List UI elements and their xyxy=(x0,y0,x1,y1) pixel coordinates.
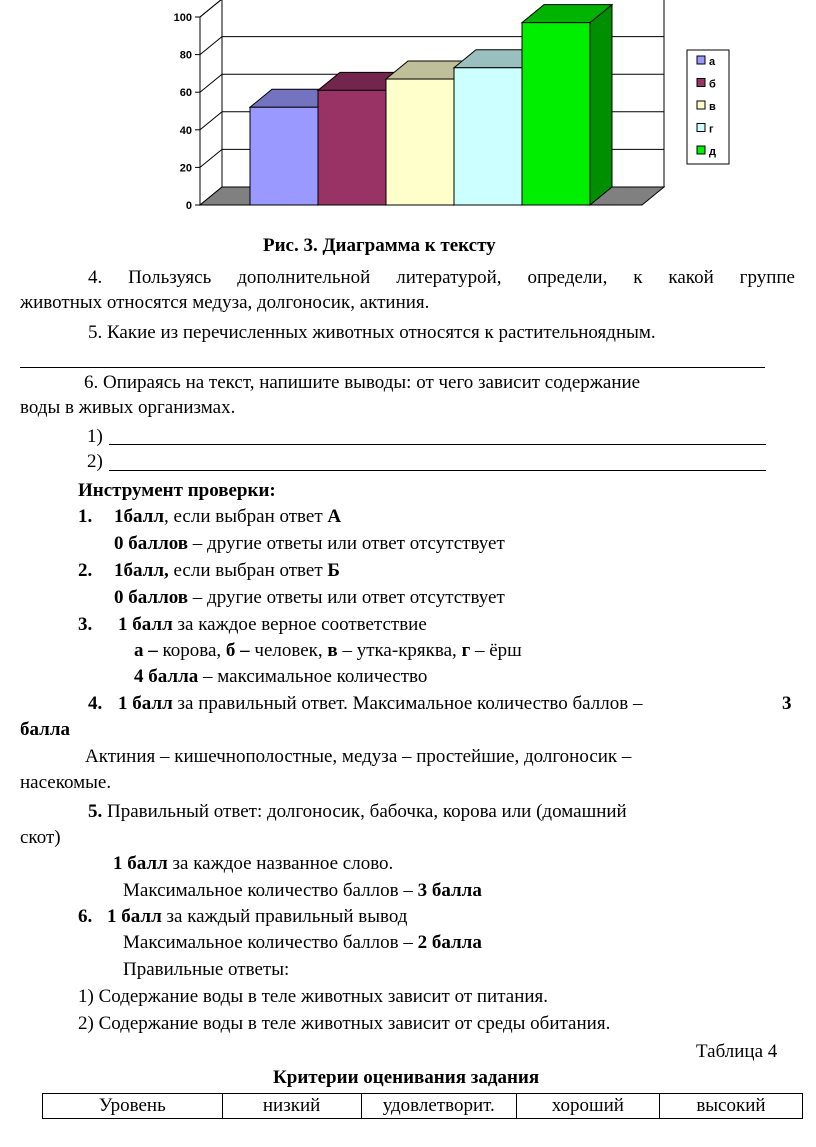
y-tick-label: 80 xyxy=(179,49,192,62)
key-item-6-points: 1 балл xyxy=(107,906,162,927)
bar-г xyxy=(454,68,522,205)
table-header-cell: удовлетворит. xyxy=(361,1094,516,1119)
key-item-1-answer: А xyxy=(327,506,342,527)
key-item-4-answer-2: насекомые. xyxy=(20,772,112,793)
key-item-6 xyxy=(107,905,407,929)
key-item-2 xyxy=(114,559,340,583)
points-text: за каждое названное слово. xyxy=(167,853,394,874)
zero-points-label: 0 баллов xyxy=(114,533,189,554)
key-item-5-max xyxy=(123,879,482,903)
key-item-3-max xyxy=(134,665,427,689)
legend-swatch-в xyxy=(697,101,705,109)
match-b-text: человек, xyxy=(249,640,328,661)
max-value: 2 балла xyxy=(417,932,482,953)
match-g: г xyxy=(461,640,471,661)
match-b: б – xyxy=(225,640,250,661)
table-header-cell: Уровень xyxy=(43,1094,223,1119)
legend-label-а: а xyxy=(709,56,716,68)
legend-swatch-б xyxy=(697,79,705,87)
max-label: Максимальное количество баллов – xyxy=(123,880,418,901)
key-item-6-max xyxy=(123,931,482,955)
zero-points-label: 0 баллов xyxy=(114,587,189,608)
answer-1-label: 1) xyxy=(87,426,103,447)
chart-side-wall xyxy=(200,0,222,205)
y-tick-label: 40 xyxy=(179,124,192,137)
key-item-6-answer-2: 2) Содержание воды в теле животных зависит от среды обитания. xyxy=(78,1013,611,1034)
match-a: а – xyxy=(134,640,158,661)
key-item-5-points xyxy=(113,852,393,876)
table-header-cell: высокий xyxy=(659,1094,802,1119)
y-tick-label: 20 xyxy=(179,162,192,175)
bar-б xyxy=(318,90,386,205)
max-points-text: – максимальное количество xyxy=(198,666,428,687)
key-item-4 xyxy=(118,692,642,716)
key-item-4-unit: балла xyxy=(20,719,70,740)
chart-legend-box xyxy=(687,50,729,164)
key-item-5-number: 5. xyxy=(88,801,103,822)
key-item-4-value: 3 xyxy=(782,693,792,714)
match-g-text: – ёрш xyxy=(470,640,522,661)
table-title: Критерии оценивания задания xyxy=(273,1067,540,1088)
key-item-4-text: за правильный ответ. Максимальное количество баллов – xyxy=(172,693,643,714)
key-item-3-points: 1 балл xyxy=(118,614,173,635)
bar-в xyxy=(386,79,454,205)
answer-line-1 xyxy=(109,444,766,445)
question-6-line-2: воды в живых организмах. xyxy=(20,397,236,418)
key-item-5 xyxy=(88,800,627,824)
legend-label-в: в xyxy=(709,101,716,113)
y-tick-label: 0 xyxy=(185,200,192,212)
table-header-cell: хороший xyxy=(516,1094,659,1119)
match-v-text: – утка-кряква, xyxy=(337,640,462,661)
key-item-3 xyxy=(118,613,427,637)
max-points: 4 балла xyxy=(134,666,199,687)
question-5: 5. Какие из перечисленных животных относятся к растительноядным. xyxy=(88,322,656,343)
key-item-1-text: , если выбран ответ xyxy=(164,506,328,527)
table-header-cell: низкий xyxy=(222,1094,361,1119)
key-item-1-number: 1. xyxy=(78,506,93,527)
table-header-row xyxy=(43,1094,803,1119)
question-6-line-1: 6. Опираясь на текст, напишите выводы: от чего зависит содержание xyxy=(84,372,641,393)
key-item-2-zero xyxy=(114,586,505,610)
key-item-3-number: 3. xyxy=(78,614,93,635)
match-v: в xyxy=(327,640,338,661)
answer-line-2 xyxy=(109,470,766,471)
key-item-2-number: 2. xyxy=(78,560,93,581)
key-item-6-text: за каждый правильный вывод xyxy=(161,906,408,927)
criteria-table xyxy=(42,1093,803,1119)
key-item-1-zero xyxy=(114,532,505,556)
key-item-2-points: 1балл, xyxy=(114,560,169,581)
answer-line-q5 xyxy=(20,367,765,368)
max-value: 3 балла xyxy=(417,880,482,901)
legend-label-д: д xyxy=(709,146,716,158)
max-label: Максимальное количество баллов – xyxy=(123,932,418,953)
legend-label-б: б xyxy=(709,78,716,91)
y-tick-label: 100 xyxy=(173,12,192,24)
bar-side-д xyxy=(590,5,612,205)
key-item-2-answer: Б xyxy=(327,560,340,581)
figure-caption: Рис. 3. Диаграмма к тексту xyxy=(263,235,496,256)
y-tick-label: 60 xyxy=(179,87,192,100)
zero-points-text: – другие ответы или ответ отсутствует xyxy=(188,587,505,608)
key-item-3-matches xyxy=(134,639,522,663)
question-4-line-1: 4. Пользуясь дополнительной литературой, определи, к какой группе xyxy=(88,267,795,288)
key-item-5-cont: скот) xyxy=(20,827,61,848)
zero-points-text: – другие ответы или ответ отсутствует xyxy=(188,533,505,554)
points-label: 1 балл xyxy=(113,853,168,874)
table-label: Таблица 4 xyxy=(696,1041,778,1062)
answer-2-label: 2) xyxy=(87,451,103,472)
key-item-6-number: 6. xyxy=(78,906,93,927)
key-item-4-points: 1 балл xyxy=(118,693,173,714)
legend-swatch-д xyxy=(697,146,705,154)
key-item-6-correct: Правильные ответы: xyxy=(123,959,290,980)
key-item-1-points: 1балл xyxy=(114,506,164,527)
key-item-3-text: за каждое верное соответствие xyxy=(172,614,427,635)
key-title: Инструмент проверки: xyxy=(78,480,276,501)
key-item-1 xyxy=(114,505,341,529)
key-item-4-number: 4. xyxy=(88,693,103,714)
legend-swatch-г xyxy=(697,124,705,132)
key-item-4-answer-1: Актиния – кишечнополостные, медуза – простейшие, долгоносик – xyxy=(85,746,632,767)
key-item-2-text: если выбран ответ xyxy=(168,560,328,581)
key-item-5-text: Правильный ответ: долгоносик, бабочка, корова или (домашний xyxy=(102,801,627,822)
bar-а xyxy=(250,107,318,205)
bar-д xyxy=(522,23,590,205)
match-a-text: корова, xyxy=(157,640,226,661)
legend-label-г: г xyxy=(709,123,714,136)
legend-swatch-а xyxy=(697,56,705,64)
question-4-line-2: животных относятся медуза, долгоносик, актиния. xyxy=(20,292,430,313)
key-item-6-answer-1: 1) Содержание воды в теле животных зависит от питания. xyxy=(78,986,549,1007)
bar-chart xyxy=(0,0,816,230)
